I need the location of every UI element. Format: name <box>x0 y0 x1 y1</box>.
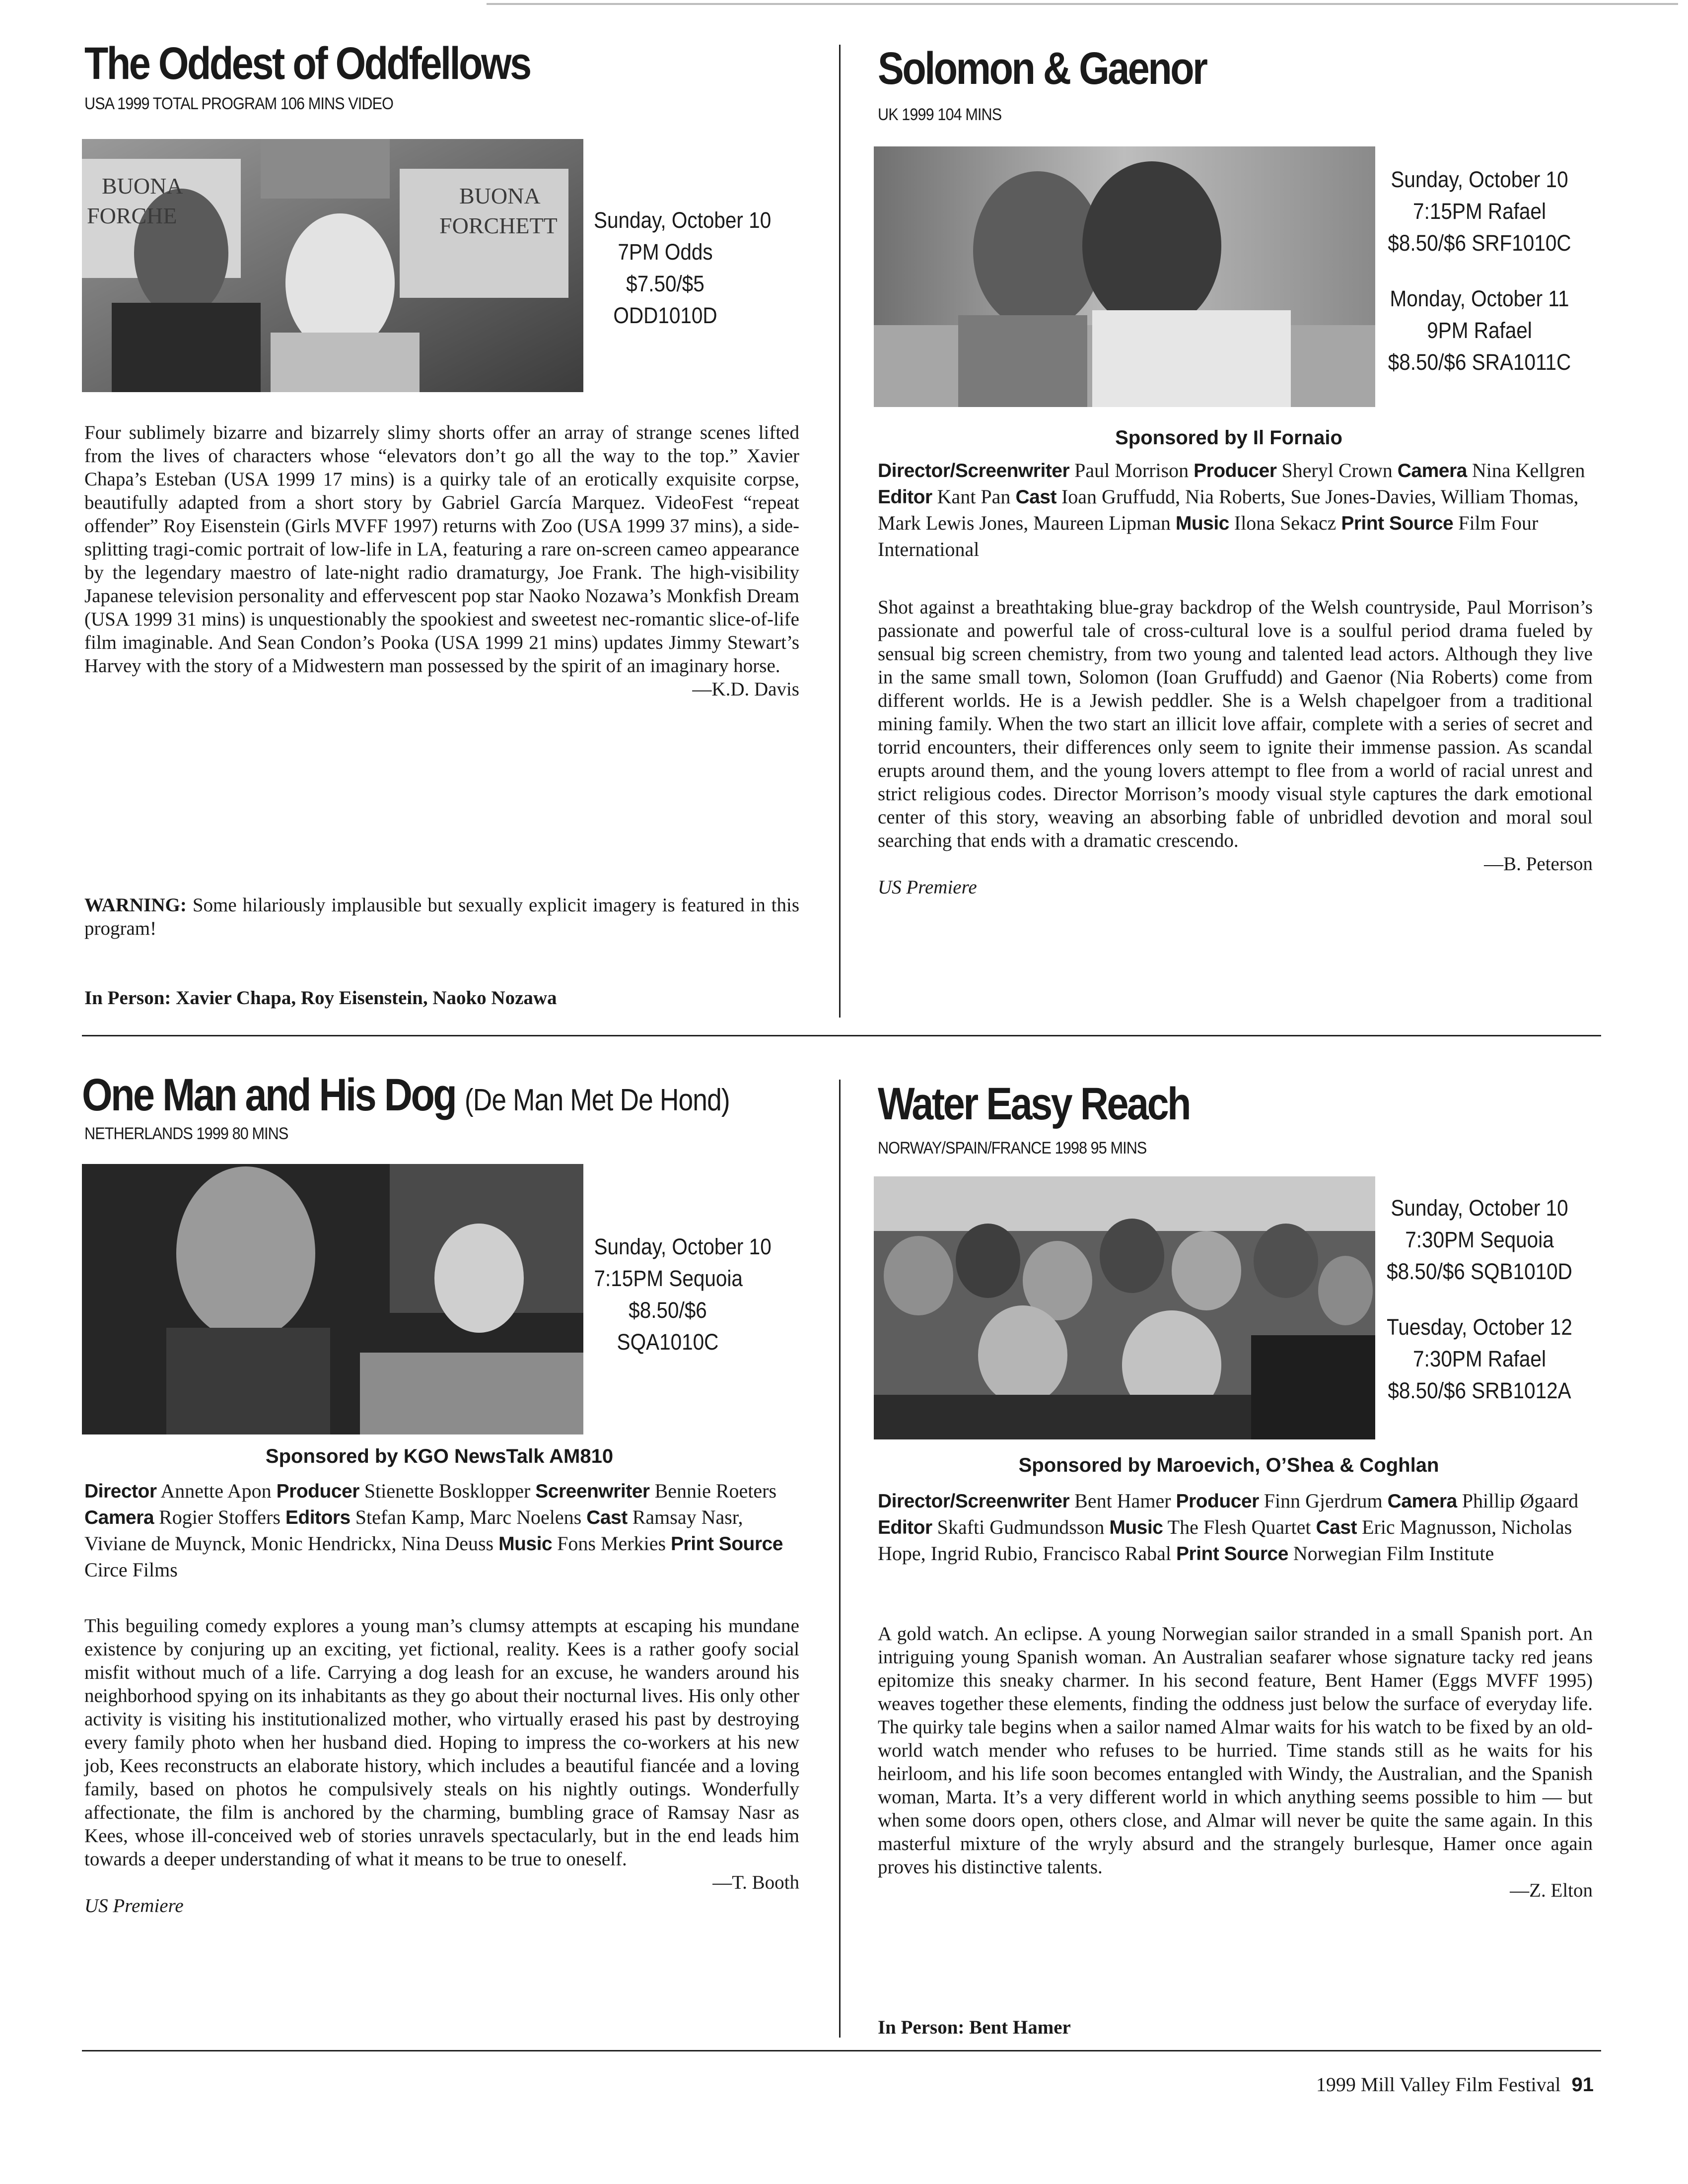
showtime-price: $7.50/$5 <box>626 271 704 296</box>
film-meta: UK 1999 104 MINS <box>878 105 1002 124</box>
top-rule <box>487 3 1678 5</box>
credit-names: Film Four International <box>878 512 1539 560</box>
film-still <box>82 1164 583 1434</box>
film-title <box>82 1072 730 1118</box>
credit-role: Director/Screenwriter <box>878 1491 1070 1512</box>
credit-role: Editor <box>878 486 932 508</box>
credit-role: Print Source <box>1341 513 1454 534</box>
credit-role: Cast <box>1316 1517 1357 1538</box>
credit-names: Norwegian Film Institute <box>1293 1542 1494 1565</box>
credit-names: Stefan Kamp, Marc Noelens <box>355 1506 582 1528</box>
showtimes <box>1386 1192 1573 1407</box>
credit-role: Producer <box>276 1481 359 1502</box>
in-person: In Person: Xavier Chapa, Roy Eisenstein, Naoko Nozawa <box>84 987 557 1009</box>
film-meta: USA 1999 TOTAL PROGRAM 106 MINS VIDEO <box>84 94 394 113</box>
credit-names: Nina Kellgren <box>1472 459 1585 481</box>
credit-names: Sheryl Crown <box>1281 459 1393 481</box>
credit-role: Producer <box>1194 460 1277 481</box>
in-person: In Person: Bent Hamer <box>878 2017 1071 2038</box>
credit-names: Eric Magnusson, Nicholas Hope, Ingrid Rubio, Francisco Rabal <box>878 1516 1572 1565</box>
sponsor-line: Sponsored by KGO NewsTalk AM810 <box>265 1445 614 1467</box>
showtime-price: $8.50/$6 SRF1010C <box>1388 230 1571 256</box>
credit-role: Camera <box>1387 1491 1457 1512</box>
synopsis-text: Four sublimely bizarre and bizarrely slimy shorts offer an array of strange scenes lifted from the lives of characters whose “elevators don’t go all the way to the top.” Xavier Chapa’s Esteban (USA 1999 17 mins) is a quirky tale of an erotically exquisite corpse, beautifully adapted from a short story by Gabriel García Marquez. VideoFest “repeat offender” Roy Eisenstein (Girls MVFF 1997) returns with Zoo (USA 1999 37 mins), a side-splitting tragi-comic portrait of low-life in LA, featuring a rare on-screen cameo appearance by the legendary maestro of late-night radio dramaturgy, Joe Frank. The high-visibility Japanese television personality and effervescent pop star Naoko Nozawa’s Monkfish Dream (USA 1999 31 mins) is unquestionably the spookiest and sweetest nec-romantic slice-of-life film imaginable. And Sean Condon’s Pooka (USA 1999 21 mins) updates Jimmy Stewart’s Harvey with the story of a Midwestern man possessed by the spirit of an imaginary horse. <box>84 422 799 677</box>
showtimes <box>1386 164 1573 378</box>
synopsis-text: This beguiling comedy explores a young man’s clumsy attempts at escaping his mundane existence by conjuring up an exciting, yet fictional, reality. Kees is a rather goofy social misfit without much of a life. Carrying a dog leash for an excuse, he wanders around his neighborhood spying on its inhabitants as they go about their nocturnal lives. His only other activity is visiting his institutionalized mother, who virtually erased his past by destroying every family photo when her husband died. Hoping to impress the co-workers at his new job, Kees reconstructs an elaborate history, which includes a beautiful fiancée and a loving family, based on photos he compulsively steals on his nightly outings. Wonderfully affectionate, the film is anchored by the charming, bumbling grace of Ramsay Nasr as Kees, whose ill-conceived web of stories unravels spectacularly, but in the end leads him towards a deeper understanding of what it means to be true to oneself. <box>84 1615 799 1870</box>
credit-role: Music <box>1175 513 1229 534</box>
photo-sign-text: BUONA <box>102 173 183 199</box>
reviewer-signature: —T. Booth <box>712 1872 799 1893</box>
synopsis-text: Shot against a breathtaking blue-gray backdrop of the Welsh countryside, Paul Morrison’s passionate and powerful tale of cross-cultural love is a soulful period drama fueled by sensual big screen chemistry, from two young and talented lead actors. Although they live in the same small town, Solomon (Ioan Gruffudd) and Gaenor (Nia Roberts) come from different worlds. He is a Jewish peddler. She is a Welsh chapelgoer from a traditional mining family. When the two start an illicit love affair, complete with a series of secret and torrid encounters, their differences only seem to ignite their immense passion. As scandal erupts around them, and the young lovers attempt to flee from a world of racial unrest and strict religious codes. Director Morrison’s moody visual style captures the dark emotional center of this story, weaving an absorbing fable of unbridled devotion and moral soul searching that ends with a dramatic crescendo. <box>878 597 1593 851</box>
reviewer-signature: —K.D. Davis <box>692 679 799 700</box>
credit-role: Print Source <box>1176 1543 1288 1565</box>
film-synopsis <box>878 1622 1593 1902</box>
sponsor-line: Sponsored by Maroevich, O’Shea & Coghlan <box>1018 1454 1439 1476</box>
sponsor-line: Sponsored by Il Fornaio <box>1115 427 1342 449</box>
credit-role: Producer <box>1176 1491 1259 1512</box>
premiere-note: US Premiere <box>84 1895 184 1916</box>
showtime-time-venue: 7:30PM Rafael <box>1413 1346 1546 1371</box>
showtime-date: Sunday, October 10 <box>594 1234 772 1259</box>
showtime-date: Sunday, October 10 <box>594 207 772 233</box>
showtimes <box>594 205 772 332</box>
credit-role: Music <box>1109 1517 1163 1538</box>
credit-names: Phillip Øgaard <box>1462 1490 1579 1512</box>
credit-names: Fons Merkies <box>557 1532 666 1555</box>
credit-role: Screenwriter <box>535 1481 650 1502</box>
showtime-price: $8.50/$6 SRB1012A <box>1388 1378 1571 1403</box>
credit-names: Kant Pan <box>937 485 1011 508</box>
showtime-code: ODD1010D <box>613 303 717 328</box>
column-divider <box>839 1080 841 2038</box>
column-divider <box>839 45 841 1018</box>
credit-names: Annette Apon <box>160 1480 272 1502</box>
showtime-date: Sunday, October 10 <box>1391 1195 1568 1221</box>
credit-role: Print Source <box>671 1533 783 1555</box>
showtime-time-venue: 7:30PM Sequoia <box>1405 1227 1554 1252</box>
film-synopsis <box>878 596 1593 899</box>
film-still <box>874 1176 1375 1439</box>
credit-names: Bennie Roeters <box>654 1480 777 1502</box>
credit-role: Music <box>498 1533 553 1555</box>
synopsis-text: A gold watch. An eclipse. A young Norwegian sailor stranded in a small Spanish port. An intriguing young Spanish woman. An Australian seafarer whose signature tacky red jeans epitomize this sneaky charmer. In his second feature, Bent Hamer (Eggs MVFF 1995) weaves together these elements, finding the oddness just below the surface of everyday life. The quirky tale begins when a sailor named Almar waits for his watch to be fixed by an old-world watch mender who refuses to be hurried. Time stands still as he waits for his heirloom, and his life soon becomes entangled with Windy, the Australian, and the Spanish woman, Marta. It’s a very different world in which anything seems possible to him — but when some doors open, others close, and Almar will never be quite the same again. In this masterful mixture of the wryly absurd and the strangely burlesque, Hamer once again proves his distinctive talents. <box>878 1623 1593 1878</box>
showtime-date: Monday, October 11 <box>1390 286 1569 311</box>
film-still <box>874 146 1375 407</box>
page-footer <box>1316 2073 1594 2096</box>
credit-names: Stienette Bosklopper <box>364 1480 531 1502</box>
credit-role: Editor <box>878 1517 932 1538</box>
film-title: Solomon & Gaenor <box>878 43 1206 94</box>
credit-names: Skafti Gudmundsson <box>937 1516 1105 1538</box>
showtimes <box>594 1231 772 1358</box>
credit-role: Cast <box>586 1507 628 1528</box>
film-credits <box>878 1488 1593 1567</box>
showtime-time-venue: 9PM Rafael <box>1427 318 1532 343</box>
film-credits <box>878 458 1593 562</box>
credit-names: Circe Films <box>84 1559 178 1581</box>
showtime-date: Sunday, October 10 <box>1391 167 1568 192</box>
film-credits <box>84 1478 799 1583</box>
film-meta: NORWAY/SPAIN/FRANCE 1998 95 MINS <box>878 1139 1147 1158</box>
photo-sign-text: BUONA <box>459 183 541 208</box>
original-title: (De Man Met De Hond) <box>464 1083 730 1117</box>
warning-text: Some hilariously implausible but sexually explicit imagery is featured in this program! <box>84 894 800 939</box>
film-synopsis <box>84 1614 799 1917</box>
premiere-note: US Premiere <box>878 877 977 898</box>
showtime-time-venue: 7:15PM Sequoia <box>594 1266 743 1291</box>
credit-role: Director/Screenwriter <box>878 460 1070 481</box>
credit-names: Finn Gjerdrum <box>1264 1490 1383 1512</box>
festival-name: 1999 Mill Valley Film Festival <box>1316 2073 1561 2096</box>
showtime-code: SQA1010C <box>617 1329 719 1355</box>
credit-names: Rogier Stoffers <box>159 1506 281 1528</box>
showtime-price: $8.50/$6 SQB1010D <box>1387 1259 1572 1284</box>
showtime-time-venue: 7:15PM Rafael <box>1413 199 1546 224</box>
content-warning <box>84 893 799 940</box>
footer-rule <box>82 2050 1601 2051</box>
showtime-date: Tuesday, October 12 <box>1387 1314 1572 1340</box>
reviewer-signature: —B. Peterson <box>1484 853 1593 875</box>
credit-role: Editors <box>285 1507 351 1528</box>
credit-role: Camera <box>84 1507 154 1528</box>
film-title: Water Easy Reach <box>878 1079 1190 1129</box>
credit-names: Ilona Sekacz <box>1234 512 1336 534</box>
credit-role: Camera <box>1397 460 1467 481</box>
film-title-text: One Man and His Dog <box>82 1070 456 1120</box>
reviewer-signature: —Z. Elton <box>1510 1880 1593 1901</box>
photo-sign-text: FORCHETT <box>439 213 558 238</box>
showtime-price: $8.50/$6 <box>629 1297 707 1323</box>
photo-sign-text: FORCHE <box>87 203 177 228</box>
film-still <box>82 139 583 392</box>
film-title: The Oddest of Oddfellows <box>84 38 530 89</box>
showtime-time-venue: 7PM Odds <box>618 239 713 265</box>
credit-names: The Flesh Quartet <box>1167 1516 1311 1538</box>
credit-names: Ioan Gruffudd, Nia Roberts, Sue Jones-Davies, William Thomas, Mark Lewis Jones, Maureen Lipman <box>878 485 1579 534</box>
credit-names: Paul Morrison <box>1074 459 1189 481</box>
credit-role: Cast <box>1015 486 1056 508</box>
film-meta: NETHERLANDS 1999 80 MINS <box>84 1124 288 1143</box>
warning-label: WARNING: <box>84 894 187 916</box>
credit-role: Director <box>84 1481 157 1502</box>
showtime-price: $8.50/$6 SRA1011C <box>1388 349 1571 375</box>
horizontal-divider <box>82 1035 1601 1036</box>
credit-names: Bent Hamer <box>1074 1490 1171 1512</box>
credit-names: Ramsay Nasr, Viviane de Muynck, Monic Hendrickx, Nina Deuss <box>84 1506 743 1555</box>
film-synopsis <box>84 421 799 701</box>
page-number: 91 <box>1571 2074 1594 2096</box>
